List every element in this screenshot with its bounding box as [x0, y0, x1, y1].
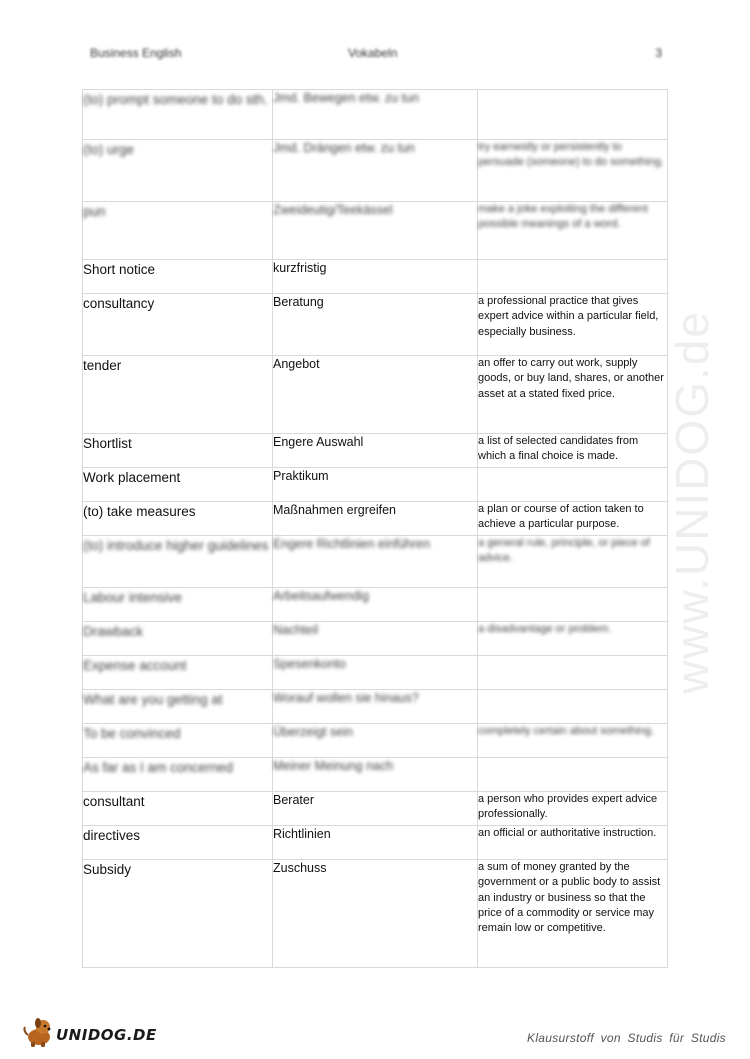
translation-cell: Beratung	[273, 294, 478, 356]
translation-cell: Angebot	[273, 356, 478, 434]
definition-cell: an official or authoritative instruction.	[478, 826, 668, 860]
translation-cell: Jmd. Drängen etw. zu tun	[273, 140, 478, 202]
translation-cell: Praktikum	[273, 468, 478, 502]
table-row	[83, 140, 668, 202]
definition-cell	[478, 260, 668, 294]
translation-cell: Berater	[273, 792, 478, 826]
dog-icon	[22, 1015, 56, 1049]
translation-cell: Meiner Meinung nach	[273, 758, 478, 792]
term-cell: (to) urge	[83, 140, 273, 202]
translation-cell: Zweideutig/Teekässel	[273, 202, 478, 260]
header-subject: Business English	[90, 46, 182, 60]
table-row	[83, 90, 668, 140]
term-cell: (to) introduce higher guidelines	[83, 536, 273, 588]
term-cell: As far as I am concerned	[83, 758, 273, 792]
table-row	[83, 294, 668, 356]
definition-cell: a general rule, principle, or piece of advice.	[478, 536, 668, 588]
definition-cell: an offer to carry out work, supply goods, or buy land, shares, or another asset at a stated fixed price.	[478, 356, 668, 434]
term-cell: (to) take measures	[83, 502, 273, 536]
term-cell: Drawback	[83, 622, 273, 656]
translation-cell: Überzeigt sein	[273, 724, 478, 758]
footer-tagline: Klausurstoff von Studis für Studis	[527, 1031, 726, 1045]
table-row	[83, 588, 668, 622]
term-cell: Shortlist	[83, 434, 273, 468]
translation-cell: Zuschuss	[273, 860, 478, 968]
term-cell: consultancy	[83, 294, 273, 356]
translation-cell: Richtlinien	[273, 826, 478, 860]
term-cell: Subsidy	[83, 860, 273, 968]
definition-cell: a professional practice that gives expert advice within a particular field, especially business.	[478, 294, 668, 356]
watermark-text: www.UNIDOG.de	[666, 310, 718, 694]
translation-cell: Nachteil	[273, 622, 478, 656]
table-row	[83, 502, 668, 536]
term-cell: Short notice	[83, 260, 273, 294]
definition-cell	[478, 758, 668, 792]
translation-cell: Worauf wollen sie hinaus?	[273, 690, 478, 724]
definition-cell: a sum of money granted by the government or a public body to assist an industry or business so that the price of a commodity or service may remain low or competitive.	[478, 860, 668, 968]
unidog-logo[interactable]	[22, 1015, 162, 1049]
definition-cell: a list of selected candidates from which a final choice is made.	[478, 434, 668, 468]
vocabulary-table	[82, 89, 668, 968]
term-cell: tender	[83, 356, 273, 434]
term-cell: pun	[83, 202, 273, 260]
table-row	[83, 690, 668, 724]
page-header	[90, 46, 662, 66]
table-row	[83, 202, 668, 260]
table-row	[83, 758, 668, 792]
term-cell: Expense account	[83, 656, 273, 690]
table-row	[83, 536, 668, 588]
page-number: 3	[655, 46, 662, 60]
definition-cell: completely certain about something.	[478, 724, 668, 758]
term-cell: consultant	[83, 792, 273, 826]
table-row	[83, 622, 668, 656]
definition-cell	[478, 90, 668, 140]
translation-cell: Spesenkonto	[273, 656, 478, 690]
definition-cell: a disadvantage or problem.	[478, 622, 668, 656]
translation-cell: Jmd. Bewegen etw. zu tun	[273, 90, 478, 140]
translation-cell: Engere Auswahl	[273, 434, 478, 468]
definition-cell: try earnestly or persistently to persuade (someone) to do something.	[478, 140, 668, 202]
header-title: Vokabeln	[348, 46, 398, 60]
definition-cell	[478, 588, 668, 622]
table-row	[83, 656, 668, 690]
definition-cell	[478, 656, 668, 690]
translation-cell: kurzfristig	[273, 260, 478, 294]
table-row	[83, 724, 668, 758]
term-cell: (to) prompt someone to do sth.	[83, 90, 273, 140]
table-row	[83, 260, 668, 294]
table-row	[83, 434, 668, 468]
term-cell: To be convinced	[83, 724, 273, 758]
term-cell: Work placement	[83, 468, 273, 502]
translation-cell: Engere Richtlinien einführen	[273, 536, 478, 588]
term-cell: What are you getting at	[83, 690, 273, 724]
definition-cell	[478, 468, 668, 502]
term-cell: directives	[83, 826, 273, 860]
definition-cell: a plan or course of action taken to achieve a particular purpose.	[478, 502, 668, 536]
table-row	[83, 468, 668, 502]
table-row	[83, 826, 668, 860]
translation-cell: Arbeitsaufwendig	[273, 588, 478, 622]
table-row	[83, 356, 668, 434]
translation-cell: Maßnahmen ergreifen	[273, 502, 478, 536]
table-row	[83, 792, 668, 826]
definition-cell: a person who provides expert advice professionally.	[478, 792, 668, 826]
table-row	[83, 860, 668, 968]
logo-text: UNIDOG.DE	[56, 1026, 157, 1044]
term-cell: Labour intensive	[83, 588, 273, 622]
definition-cell	[478, 690, 668, 724]
definition-cell: make a joke exploiting the different possible meanings of a word.	[478, 202, 668, 260]
